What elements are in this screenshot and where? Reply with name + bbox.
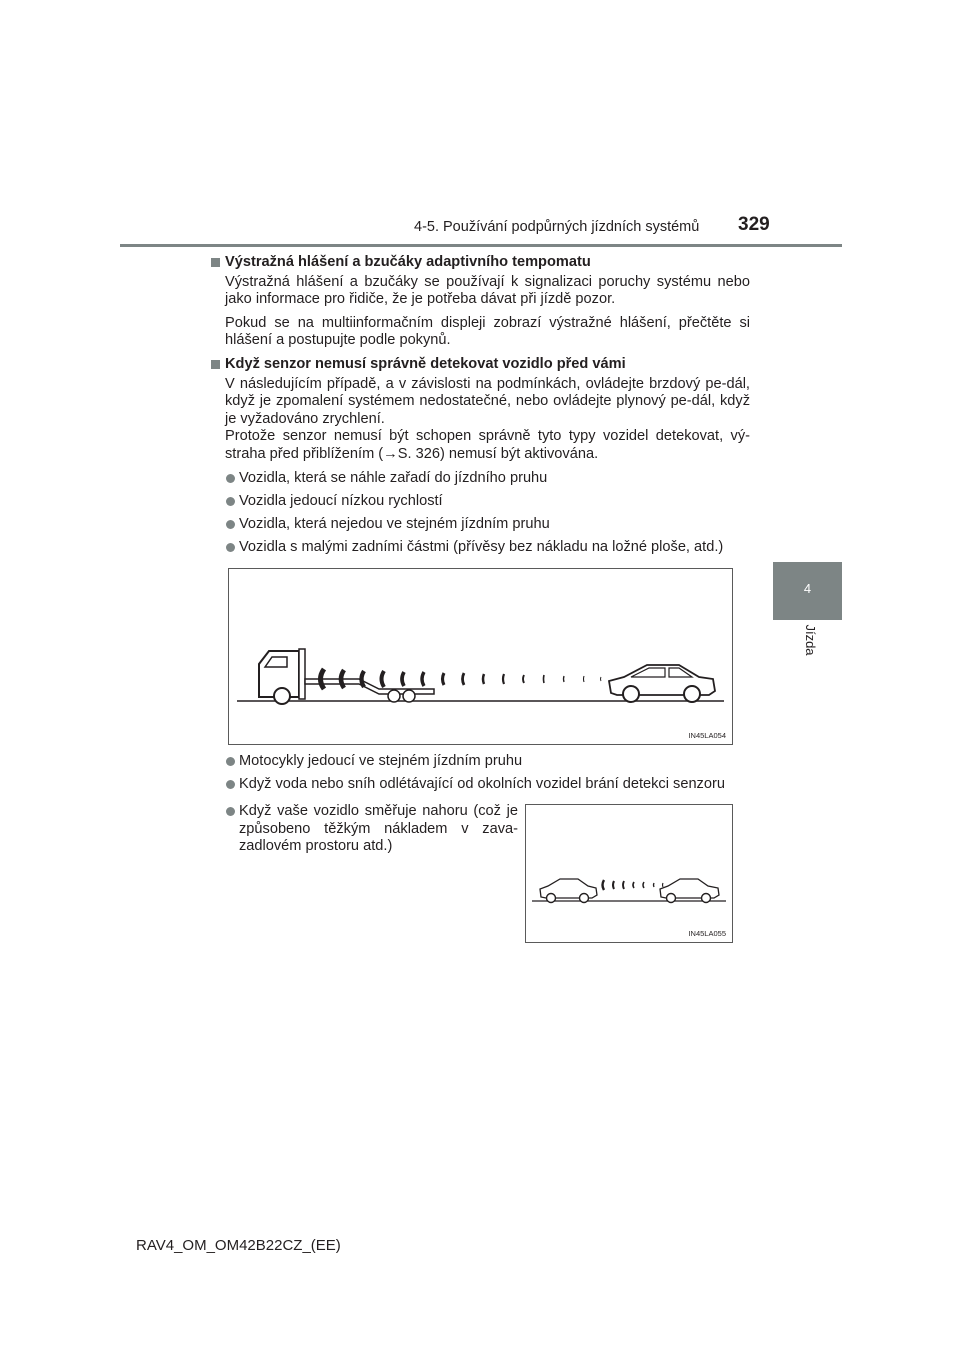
page-number: 329 — [738, 214, 770, 235]
main-content-side — [210, 803, 518, 861]
figure-code: IN45LA054 — [688, 731, 726, 740]
header-rule — [120, 244, 842, 247]
paragraph: Výstražná hlášení a bzučáky se používají k signalizaci poruchy systému nebo jako informace pro řidiče, že je potřeba dávat při jízdě pozor. — [225, 273, 750, 308]
main-content — [210, 254, 750, 562]
section-heading: Když senzor nemusí správně detekovat vozidlo před vámi — [210, 356, 750, 374]
list-item: Vozidla, která nejedou ve stejném jízdním pruhu — [210, 516, 750, 534]
paragraph: V následujícím případě, a v závislosti na podmínkách, ovládejte brzdový pe-dál, když je zpomalení systémem nedostatečné, nebo ovládejte plynový pe-dál, když je vyžadováno zrychlení. — [225, 375, 750, 427]
main-content-continued — [210, 753, 750, 799]
section-heading: Výstražná hlášení a bzučáky adaptivního tempomatu — [210, 254, 750, 272]
incline-cars-illustration — [526, 805, 732, 942]
chapter-label — [798, 624, 818, 670]
running-header: 4-5. Používání podpůrných jízdních systémů — [414, 219, 700, 235]
figure-incline-cars — [525, 804, 733, 943]
footer-document-code: RAV4_OM_OM42B22CZ_(EE) — [136, 1237, 341, 1254]
chapter-label-text: Jízda — [803, 624, 818, 656]
figure-code: IN45LA055 — [688, 929, 726, 938]
chapter-number: 4 — [803, 581, 812, 596]
list-item: Vozidla s malými zadními částmi (přívěsy bez nákladu na ložné ploše, atd.) — [210, 539, 750, 557]
list-item: Když voda nebo sníh odlétávající od okolních vozidel brání detekci senzoru — [210, 776, 750, 794]
paragraph: Pokud se na multiinformačním displeji zobrazí výstražné hlášení, přečtěte si hlášení a postupujte podle pokynů. — [225, 314, 750, 349]
list-item: Vozidla jedoucí nízkou rychlostí — [210, 493, 750, 511]
paragraph: Protože senzor nemusí být schopen správně tyto typy vozidel detekovat, vý-straha před přiblížením (→S. 326) nemusí být aktivována. — [225, 428, 750, 462]
truck-trailer-illustration — [229, 569, 732, 744]
list-item: Vozidla, která se náhle zařadí do jízdního pruhu — [210, 470, 750, 488]
chapter-tab — [773, 562, 842, 620]
list-item: Když vaše vozidlo směřuje nahoru (což je způsobeno těžkým nákladem v zava-zadlovém prostoru atd.) — [210, 803, 518, 856]
list-item: Motocykly jedoucí ve stejném jízdním pruhu — [210, 753, 750, 771]
figure-truck-trailer — [228, 568, 733, 745]
